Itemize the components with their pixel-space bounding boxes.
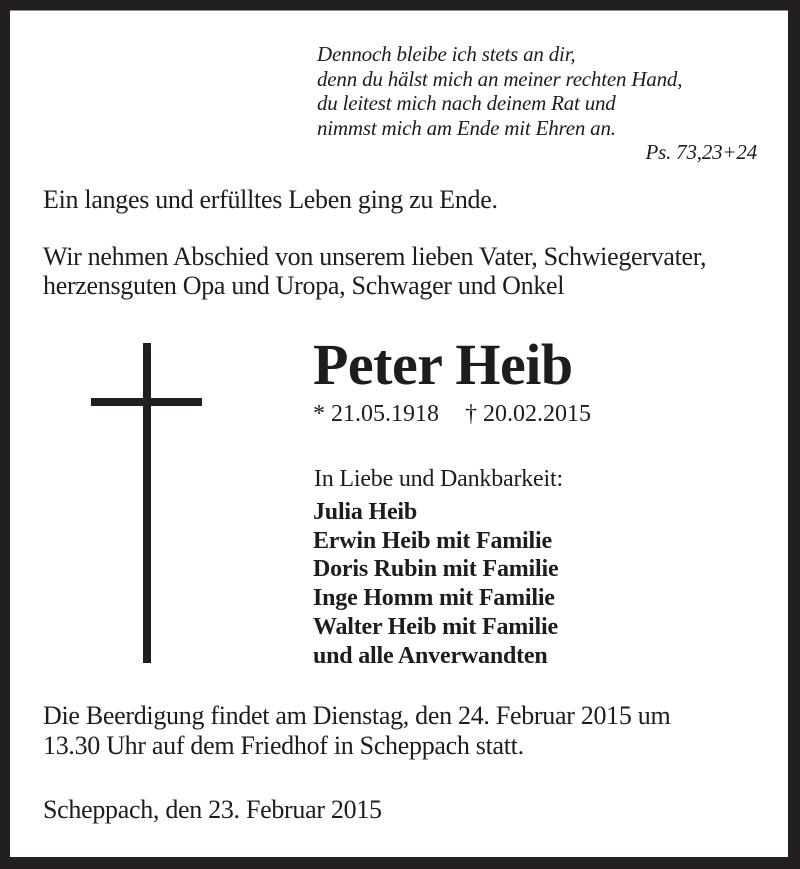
intro-line: Ein langes und erfülltes Leben ging zu Ende. — [43, 185, 498, 214]
mourners-list — [313, 498, 558, 670]
frame-bottom-bar — [0, 857, 800, 869]
farewell-text — [43, 242, 706, 300]
farewell-line: Wir nehmen Abschied von unserem lieben Vater, Schwiegervater, — [43, 242, 707, 271]
mourning-heading: In Liebe und Dankbarkeit: — [314, 466, 563, 492]
frame-top-hairline — [10, 10, 788, 11]
psalm-quote-line: nimmst mich am Ende mit Ehren an. — [317, 115, 616, 140]
place-date-line: Scheppach, den 23. Februar 2015 — [43, 795, 382, 824]
farewell-line: herzensguten Opa und Uropa, Schwager und Onkel — [43, 271, 565, 300]
mourner-name: Inge Homm mit Familie — [313, 585, 555, 612]
psalm-reference: Ps. 73,23+24 — [645, 140, 757, 164]
psalm-quote-line: Dennoch bleibe ich stets an dir, — [317, 42, 576, 66]
funeral-info-line: 13.30 Uhr auf dem Friedhof in Scheppach statt. — [43, 730, 524, 760]
funeral-info-line: Die Beerdigung findet am Dienstag, den 24. Februar 2015 um — [43, 701, 671, 730]
funeral-info — [43, 701, 670, 760]
cross-horizontal-bar — [91, 398, 202, 406]
death-date: † 20.02.2015 — [465, 401, 591, 427]
cross-vertical-bar — [143, 343, 151, 663]
deceased-name: Peter Heib — [313, 332, 573, 397]
life-dates — [313, 401, 591, 428]
mourner-name: Erwin Heib mit Familie — [313, 527, 552, 554]
mourner-name: und alle Anverwandten — [313, 642, 548, 669]
frame-top-bar — [0, 0, 800, 10]
mourner-name: Doris Rubin mit Familie — [313, 556, 559, 583]
birth-date: * 21.05.1918 — [313, 401, 439, 427]
psalm-quote-line: denn du hälst mich an meiner rechten Hand, — [317, 66, 683, 91]
psalm-quote-line: du leitest mich nach deinem Rat und — [317, 91, 616, 115]
mourner-name: Walter Heib mit Familie — [313, 613, 558, 640]
frame-left-bar — [0, 0, 10, 869]
psalm-quote — [317, 42, 757, 165]
mourner-name: Julia Heib — [313, 499, 418, 525]
frame-right-bar — [788, 0, 800, 869]
